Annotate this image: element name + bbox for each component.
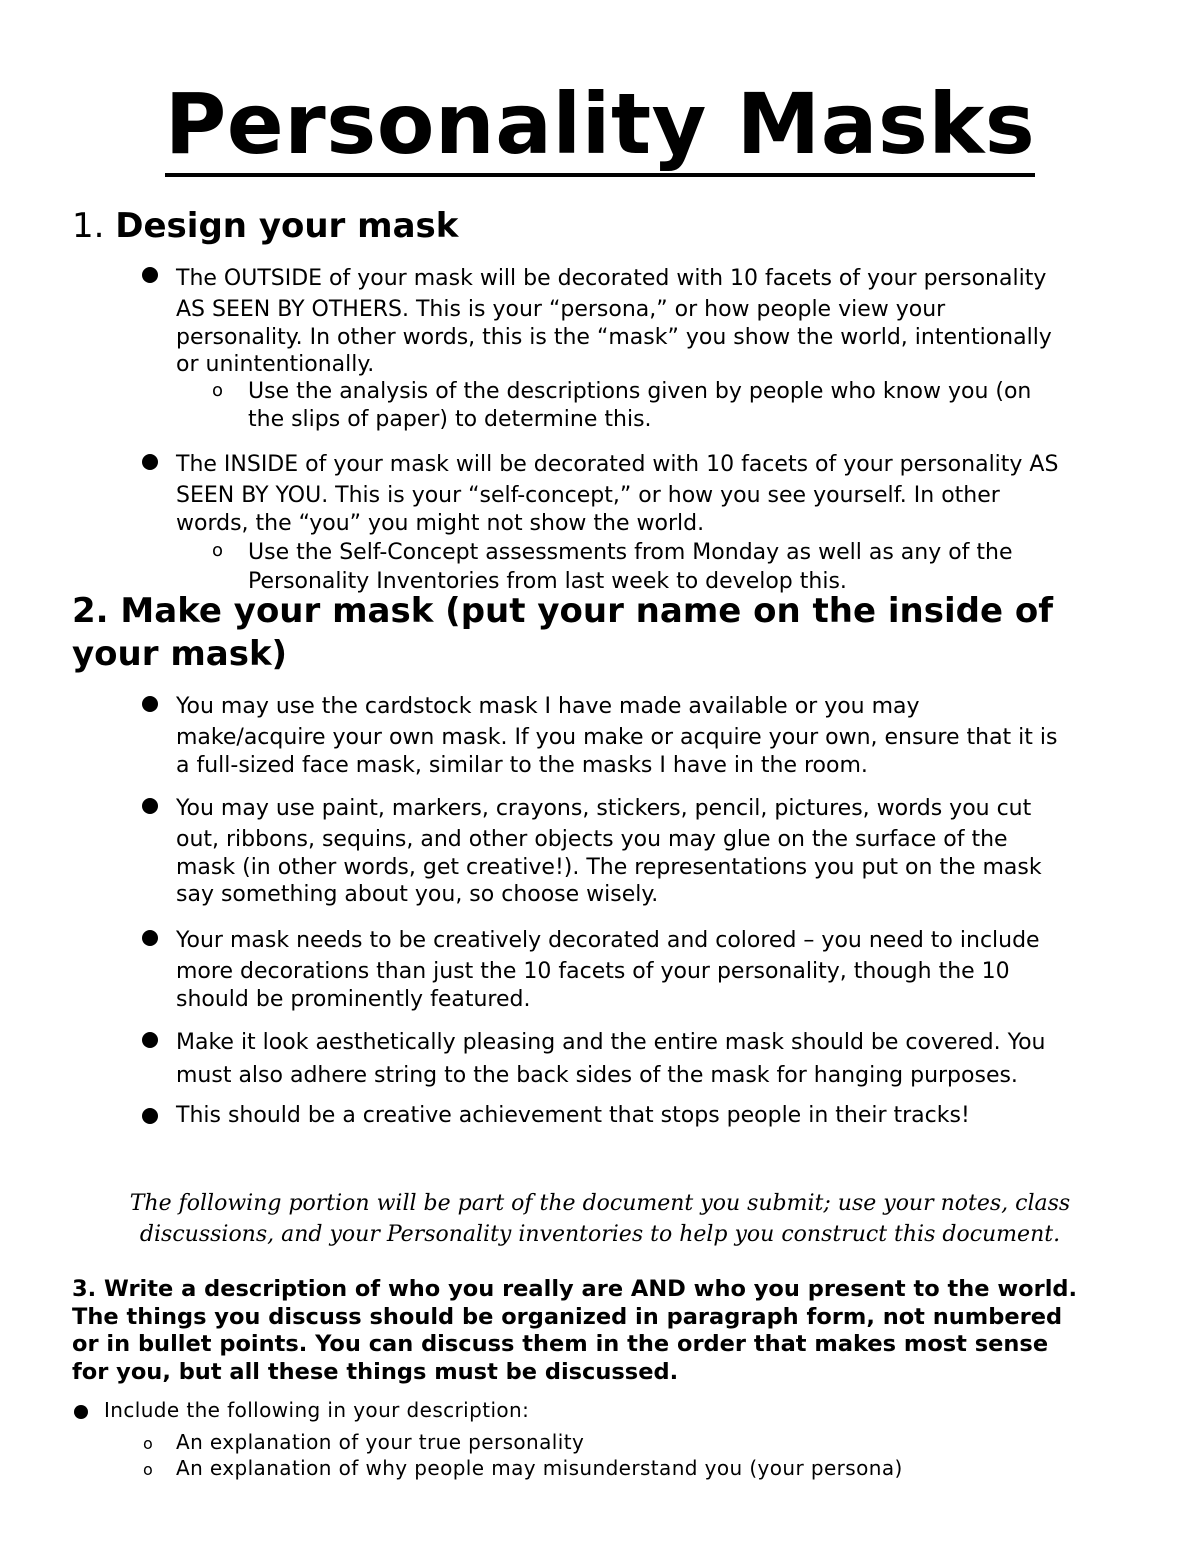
s2-bullet-5-line-1: This should be a creative achievement that stops people in their tracks! (176, 1103, 970, 1128)
section-3-instructions (72, 1276, 1142, 1386)
s1-bullet-1-line-3: personality. In other words, this is the “mask” you show the world, intentionally (176, 324, 1052, 350)
section-3-line-4: for you, but all these things must be discussed. (72, 1358, 679, 1385)
s1-bullet-1-line-2: AS SEEN BY OTHERS. This is your “persona,” or how people view your (176, 297, 946, 322)
s2-bullet-3-line-2: more decorations than just the 10 facets of your personality, though the 10 (176, 959, 1010, 984)
s2-bullet-1-line-3: a full-sized face mask, similar to the masks I have in the room. (176, 752, 868, 778)
s2-bullet-2-rest (176, 826, 1042, 909)
s2-bullet-2-line-4: say something about you, so choose wisely. (176, 882, 659, 907)
s2-bullet-4-line-2: must also adhere string to the back sides of the mask for hanging purposes. (176, 1063, 1018, 1088)
section-2-heading (72, 590, 1142, 676)
bullet-icon (142, 1108, 158, 1124)
section-1-title: Design your mask (115, 206, 459, 246)
s2-bullet-1-line-2: make/acquire your own mask. If you make or acquire your own, ensure that it is (176, 725, 1058, 750)
s1-bullet-2-rest (176, 482, 1136, 537)
section-3-bullet: Include the following in your description: (104, 1398, 530, 1422)
s1-bullet-1-line-1: The OUTSIDE of your mask will be decorated with 10 facets of your personality (176, 266, 1047, 291)
s2-bullet-2-line-3: mask (in other words, get creative!). The representations you put on the mask (176, 854, 1042, 880)
sub-bullet-marker: o (212, 380, 224, 401)
s2-bullet-1-rest (176, 724, 1057, 779)
submission-note-line-1: The following portion will be part of the document you submit; use your notes, class (129, 1191, 1071, 1216)
bullet-icon (142, 696, 158, 712)
sub-bullet-marker: o (212, 540, 224, 561)
s1-bullet-1-sub-line-1: Use the analysis of the descriptions given by people who know you (on (248, 379, 1032, 404)
bullet-icon (142, 798, 158, 814)
section-1-number: 1. (72, 206, 105, 246)
section-3-line-1: 3. Write a description of who you really are AND who you present to the world. (72, 1276, 1078, 1302)
submission-note (72, 1188, 1128, 1250)
s2-bullet-1-line-1: You may use the cardstock mask I have made available or you may (176, 694, 920, 719)
bullet-icon (142, 1032, 158, 1048)
s1-bullet-1-sub-line-2: the slips of paper) to determine this. (248, 407, 652, 432)
s2-bullet-3-line-3: should be prominently featured. (176, 986, 531, 1012)
bullet-icon (142, 267, 158, 283)
section-3-sub-item-2: An explanation of why people may misunderstand you (your persona) (176, 1456, 903, 1480)
s2-bullet-3-rest (176, 958, 1010, 1013)
s2-bullet-3-line-1: Your mask needs to be creatively decorated and colored – you need to include (176, 928, 1040, 953)
s2-bullet-2-line-2: out, ribbons, sequins, and other objects you may glue on the surface of the (176, 827, 1008, 852)
s1-bullet-2-line-2: SEEN BY YOU. This is your “self-concept,” or how you see yourself. In other (176, 483, 1000, 508)
s2-bullet-2-line-1: You may use paint, markers, crayons, stickers, pencil, pictures, words you cut (176, 796, 1032, 821)
document-title-text: Personality Masks (165, 75, 1036, 177)
bullet-icon (74, 1405, 88, 1419)
s2-bullet-4-line-1: Make it look aesthetically pleasing and the entire mask should be covered. You (176, 1030, 1046, 1055)
section-1-heading (72, 205, 458, 247)
s1-bullet-2-sub-line-1: Use the Self-Concept assessments from Monday as well as any of the (248, 540, 1013, 565)
sub-bullet-marker: o (143, 1434, 153, 1453)
section-2-heading-line-1: 2. Make your mask (put your name on the inside of (72, 591, 1054, 631)
submission-note-line-2: discussions, and your Personality inventories to help you construct this document. (139, 1222, 1061, 1247)
bullet-icon (142, 930, 158, 946)
section-3-sub-item-1: An explanation of your true personality (176, 1430, 585, 1454)
section-3-line-3: or in bullet points. You can discuss them in the order that makes most sense (72, 1331, 1049, 1357)
document-title (0, 76, 1200, 172)
sub-bullet-marker: o (143, 1460, 153, 1479)
s1-bullet-2-sub (248, 538, 1013, 596)
s1-bullet-2-line-1: The INSIDE of your mask will be decorated with 10 facets of your personality AS (176, 452, 1059, 477)
s1-bullet-1-sub (248, 378, 1031, 434)
section-2-heading-line-2: your mask) (72, 634, 288, 674)
bullet-icon (142, 454, 158, 470)
s1-bullet-2-line-3: words, the “you” you might not show the world. (176, 510, 705, 536)
s1-bullet-1-line-4: or unintentionally. (176, 352, 375, 377)
s1-bullet-2-sub-line-2: Personality Inventories from last week to develop this. (248, 569, 847, 594)
section-3-line-2: The things you discuss should be organized in paragraph form, not numbered (72, 1303, 1063, 1330)
s1-bullet-1-rest (176, 296, 1136, 379)
